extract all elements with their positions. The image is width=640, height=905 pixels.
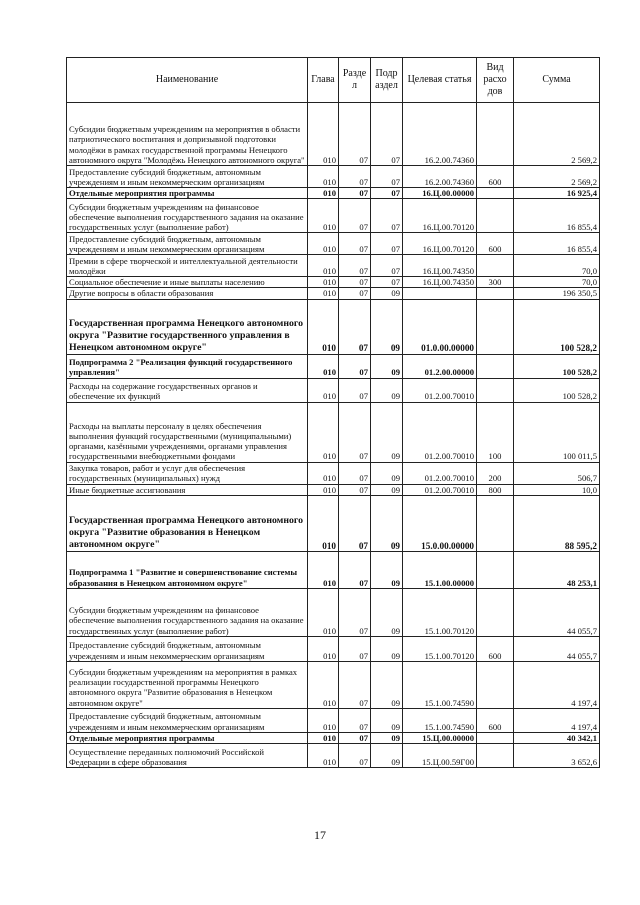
row-razdel: 07 (339, 277, 371, 288)
row-vid (477, 588, 514, 636)
row-razdel: 07 (339, 299, 371, 354)
table-row (67, 354, 600, 378)
row-name: Расходы на содержание государственных органов и обеспечение их функций (67, 378, 308, 402)
row-glava: 010 (308, 484, 339, 495)
row-target: 01.2.00.70010 (403, 462, 477, 484)
row-name: Подпрограмма 2 "Реализация функций государственного управления" (67, 354, 308, 378)
row-name: Отдельные мероприятия программы (67, 732, 308, 743)
row-razdel: 07 (339, 402, 371, 462)
table-row (67, 288, 600, 299)
row-vid (477, 188, 514, 199)
header-sum: Сумма (514, 58, 600, 103)
budget-table (66, 57, 600, 768)
row-vid (477, 378, 514, 402)
row-podrazdel: 09 (371, 299, 403, 354)
row-name: Предоставление субсидий бюджетным, автономным учреждениям и иным некоммерческим организациям (67, 708, 308, 732)
row-podrazdel: 09 (371, 462, 403, 484)
row-name: Субсидии бюджетным учреждениям на финансовое обеспечение выполнения государственного задания на оказание государственных услуг (выполнение работ) (67, 199, 308, 233)
row-sum: 16 855,4 (514, 199, 600, 233)
row-sum: 506,7 (514, 462, 600, 484)
row-sum: 3 652,6 (514, 744, 600, 768)
row-name: Государственная программа Ненецкого автономного округа "Развитие образования в Ненецком автономном округе" (67, 495, 308, 551)
row-vid (477, 354, 514, 378)
header-row (67, 58, 600, 103)
row-sum: 70,0 (514, 255, 600, 277)
row-name: Подпрограмма 1 "Развитие и совершенствование системы образования в Ненецком автономном округе" (67, 551, 308, 588)
row-razdel: 07 (339, 732, 371, 743)
row-target: 01.2.00.70010 (403, 484, 477, 495)
table-row (67, 744, 600, 768)
table-row (67, 551, 600, 588)
row-razdel: 07 (339, 233, 371, 255)
row-vid: 200 (477, 462, 514, 484)
row-target: 16.Ц.00.74350 (403, 255, 477, 277)
row-glava: 010 (308, 199, 339, 233)
row-target: 15.Ц.00.59Г00 (403, 744, 477, 768)
table-row (67, 484, 600, 495)
table-row (67, 103, 600, 166)
row-vid: 600 (477, 636, 514, 661)
row-razdel: 07 (339, 462, 371, 484)
row-target: 16.Ц.00.00000 (403, 188, 477, 199)
row-razdel: 07 (339, 484, 371, 495)
row-vid: 800 (477, 484, 514, 495)
row-podrazdel: 09 (371, 495, 403, 551)
row-podrazdel: 09 (371, 378, 403, 402)
row-name: Предоставление субсидий бюджетным, автономным учреждениям и иным некоммерческим организациям (67, 166, 308, 188)
row-vid: 600 (477, 708, 514, 732)
row-podrazdel: 09 (371, 661, 403, 708)
table-row (67, 277, 600, 288)
row-podrazdel: 07 (371, 199, 403, 233)
header-glava: Глава (308, 58, 339, 103)
row-sum: 4 197,4 (514, 661, 600, 708)
row-glava: 010 (308, 299, 339, 354)
row-sum: 2 569,2 (514, 166, 600, 188)
row-razdel: 07 (339, 166, 371, 188)
row-razdel: 07 (339, 188, 371, 199)
row-vid (477, 103, 514, 166)
row-glava: 010 (308, 103, 339, 166)
table-row (67, 588, 600, 636)
row-target: 16.2.00.74360 (403, 103, 477, 166)
row-glava: 010 (308, 588, 339, 636)
table-row (67, 255, 600, 277)
row-name: Иные бюджетные ассигнования (67, 484, 308, 495)
row-vid (477, 199, 514, 233)
row-sum: 100 528,2 (514, 354, 600, 378)
row-sum: 4 197,4 (514, 708, 600, 732)
row-name: Государственная программа Ненецкого автономного округа "Развитие государственного управления в Ненецком автономном округе" (67, 299, 308, 354)
table-row (67, 495, 600, 551)
row-razdel: 07 (339, 661, 371, 708)
header-vid: Вид расхо дов (477, 58, 514, 103)
row-glava: 010 (308, 495, 339, 551)
row-podrazdel: 09 (371, 732, 403, 743)
row-glava: 010 (308, 233, 339, 255)
row-podrazdel: 07 (371, 233, 403, 255)
row-razdel: 07 (339, 288, 371, 299)
header-razdel: Разде л (339, 58, 371, 103)
row-razdel: 07 (339, 551, 371, 588)
row-name: Другие вопросы в области образования (67, 288, 308, 299)
row-glava: 010 (308, 378, 339, 402)
row-sum: 100 528,2 (514, 299, 600, 354)
row-target: 15.1.00.74590 (403, 708, 477, 732)
row-target: 01.2.00.70010 (403, 402, 477, 462)
row-vid: 300 (477, 277, 514, 288)
row-vid: 100 (477, 402, 514, 462)
row-sum: 40 342,1 (514, 732, 600, 743)
row-sum: 44 055,7 (514, 636, 600, 661)
table-row (67, 708, 600, 732)
table-row (67, 402, 600, 462)
row-glava: 010 (308, 732, 339, 743)
row-vid (477, 288, 514, 299)
row-target: 15.1.00.70120 (403, 636, 477, 661)
row-glava: 010 (308, 636, 339, 661)
row-razdel: 07 (339, 199, 371, 233)
row-target (403, 288, 477, 299)
row-name: Предоставление субсидий бюджетным, автономным учреждениям и иным некоммерческим организациям (67, 636, 308, 661)
row-target: 15.Ц.00.00000 (403, 732, 477, 743)
row-vid (477, 732, 514, 743)
row-podrazdel: 07 (371, 188, 403, 199)
row-razdel: 07 (339, 378, 371, 402)
row-sum: 196 350,5 (514, 288, 600, 299)
row-vid (477, 495, 514, 551)
page-number: 17 (314, 828, 326, 842)
row-glava: 010 (308, 551, 339, 588)
table-row (67, 188, 600, 199)
row-glava: 010 (308, 462, 339, 484)
row-sum: 48 253,1 (514, 551, 600, 588)
row-target: 15.0.00.00000 (403, 495, 477, 551)
header-name: Наименование (67, 58, 308, 103)
row-podrazdel: 09 (371, 288, 403, 299)
row-glava: 010 (308, 661, 339, 708)
row-razdel: 07 (339, 708, 371, 732)
row-name: Предоставление субсидий бюджетным, автономным учреждениям и иным некоммерческим организациям (67, 233, 308, 255)
row-target: 15.1.00.74590 (403, 661, 477, 708)
row-glava: 010 (308, 166, 339, 188)
row-name: Закупка товаров, работ и услуг для обеспечения государственных (муниципальных) нужд (67, 462, 308, 484)
table-row (67, 166, 600, 188)
row-podrazdel: 07 (371, 255, 403, 277)
row-glava: 010 (308, 277, 339, 288)
row-razdel: 07 (339, 354, 371, 378)
row-target: 15.1.00.70120 (403, 588, 477, 636)
row-podrazdel: 07 (371, 277, 403, 288)
row-sum: 10,0 (514, 484, 600, 495)
row-glava: 010 (308, 402, 339, 462)
row-name: Расходы на выплаты персоналу в целях обеспечения выполнения функций государственными (муниципальными) органами, казёнными учреждениями, органами управления государственными внебюджетными фондами (67, 402, 308, 462)
row-name: Отдельные мероприятия программы (67, 188, 308, 199)
row-glava: 010 (308, 255, 339, 277)
row-sum: 70,0 (514, 277, 600, 288)
row-sum: 100 011,5 (514, 402, 600, 462)
table-row (67, 462, 600, 484)
row-vid: 600 (477, 233, 514, 255)
row-podrazdel: 07 (371, 103, 403, 166)
table-row (67, 661, 600, 708)
row-target: 16.2.00.74360 (403, 166, 477, 188)
row-vid: 600 (477, 166, 514, 188)
table-row (67, 299, 600, 354)
row-target: 15.1.00.00000 (403, 551, 477, 588)
row-vid (477, 255, 514, 277)
row-podrazdel: 09 (371, 636, 403, 661)
row-glava: 010 (308, 354, 339, 378)
row-glava: 010 (308, 744, 339, 768)
row-razdel: 07 (339, 636, 371, 661)
row-sum: 88 595,2 (514, 495, 600, 551)
row-podrazdel: 09 (371, 402, 403, 462)
row-target: 16.Ц.00.70120 (403, 233, 477, 255)
row-sum: 2 569,2 (514, 103, 600, 166)
table-row (67, 636, 600, 661)
row-vid (477, 661, 514, 708)
row-target: 16.Ц.00.70120 (403, 199, 477, 233)
row-razdel: 07 (339, 103, 371, 166)
row-razdel: 07 (339, 495, 371, 551)
row-sum: 100 528,2 (514, 378, 600, 402)
row-target: 01.2.00.70010 (403, 378, 477, 402)
row-name: Субсидии бюджетным учреждениям на мероприятия в области патриотического воспитания и допризывной подготовки молодёжи в рамках государственной программы Ненецкого автономного округа "Молодёжь Ненецкого автономного округа" (67, 103, 308, 166)
row-vid (477, 551, 514, 588)
table-row (67, 199, 600, 233)
row-glava: 010 (308, 188, 339, 199)
header-target: Целевая статья (403, 58, 477, 103)
header-podrazdel: Подр аздел (371, 58, 403, 103)
row-razdel: 07 (339, 255, 371, 277)
row-target: 16.Ц.00.74350 (403, 277, 477, 288)
row-vid (477, 299, 514, 354)
row-podrazdel: 07 (371, 166, 403, 188)
row-name: Субсидии бюджетным учреждениям на финансовое обеспечение выполнения государственного задания на оказание государственных услуг (выполнение работ) (67, 588, 308, 636)
row-podrazdel: 09 (371, 708, 403, 732)
row-glava: 010 (308, 288, 339, 299)
row-podrazdel: 09 (371, 588, 403, 636)
table-row (67, 732, 600, 743)
row-name: Субсидии бюджетным учреждениям на мероприятия в рамках реализации государственной программы Ненецкого автономного округа "Развитие образования в Ненецком автономном округе" (67, 661, 308, 708)
row-podrazdel: 09 (371, 354, 403, 378)
row-name: Социальное обеспечение и иные выплаты населению (67, 277, 308, 288)
row-podrazdel: 09 (371, 484, 403, 495)
row-target: 01.0.00.00000 (403, 299, 477, 354)
table-row (67, 378, 600, 402)
row-name: Премии в сфере творческой и интеллектуальной деятельности молодёжи (67, 255, 308, 277)
row-vid (477, 744, 514, 768)
row-sum: 16 925,4 (514, 188, 600, 199)
row-podrazdel: 09 (371, 551, 403, 588)
row-glava: 010 (308, 708, 339, 732)
row-razdel: 07 (339, 588, 371, 636)
row-sum: 44 055,7 (514, 588, 600, 636)
row-razdel: 07 (339, 744, 371, 768)
table-row (67, 233, 600, 255)
row-sum: 16 855,4 (514, 233, 600, 255)
row-podrazdel: 09 (371, 744, 403, 768)
row-name: Осуществление переданных полномочий Российской Федерации в сфере образования (67, 744, 308, 768)
row-target: 01.2.00.00000 (403, 354, 477, 378)
